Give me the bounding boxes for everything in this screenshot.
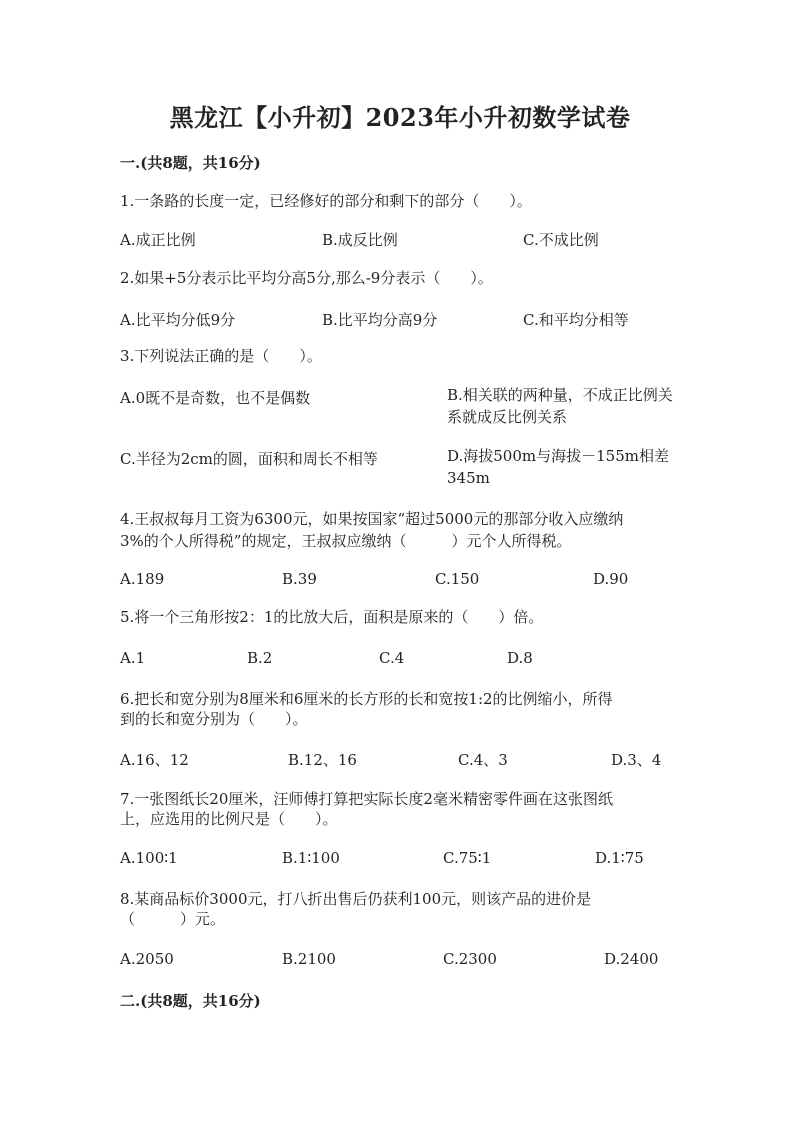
q3-option-d: D.海拔500m与海拔－155m相差345m [447, 447, 669, 487]
q3-option-c: C.半径为2cm的圆，面积和周长不相等 [120, 450, 378, 468]
q8-option-a: A.2050 [120, 950, 174, 968]
q2-option-a: A.比平均分低9分 [120, 311, 236, 329]
q5-option-d: D.8 [507, 649, 533, 667]
question-8-line-2: （ ）元。 [120, 910, 226, 928]
q6-option-c: C.4、3 [458, 751, 508, 769]
q1-option-a: A.成正比例 [120, 231, 196, 249]
q4-option-b: B.39 [282, 570, 317, 588]
q4-option-d: D.90 [593, 570, 629, 588]
q5-option-b: B.2 [247, 649, 273, 667]
q2-option-c: C.和平均分相等 [523, 311, 629, 329]
question-7-line-1: 7.一张图纸长20厘米，汪师傅打算把实际长度2毫米精密零件画在这张图纸 [120, 790, 613, 808]
q6-option-b: B.12、16 [288, 751, 357, 769]
q1-option-b: B.成反比例 [322, 231, 398, 249]
question-4-line-1: 4.王叔叔每月工资为6300元，如果按国家“超过5000元的那部分收入应缴纳 [120, 510, 624, 528]
q2-option-b: B.比平均分高9分 [322, 311, 438, 329]
question-6-line-2: 到的长和宽分别为（ ）。 [120, 710, 308, 728]
question-1: 1.一条路的长度一定，已经修好的部分和剩下的部分（ ）。 [120, 192, 532, 210]
question-3: 3.下列说法正确的是（ ）。 [120, 347, 322, 365]
question-2: 2.如果+5分表示比平均分高5分,那么-9分表示（ ）。 [120, 269, 493, 287]
q7-option-c: C.75∶1 [443, 849, 492, 867]
question-8-line-1: 8.某商品标价3000元，打八折出售后仍获利100元，则该产品的进价是 [120, 890, 592, 908]
q8-option-d: D.2400 [604, 950, 659, 968]
q7-option-b: B.1∶100 [282, 849, 340, 867]
q6-option-a: A.16、12 [120, 751, 189, 769]
q8-option-b: B.2100 [282, 950, 336, 968]
question-7-line-2: 上，应选用的比例尺是（ ）。 [120, 810, 338, 828]
question-6-line-1: 6.把长和宽分别为8厘米和6厘米的长方形的长和宽按1:2的比例缩小，所得 [120, 690, 613, 708]
question-4-line-2: 3%的个人所得税”的规定，王叔叔应缴纳（ ）元个人所得税。 [120, 532, 572, 550]
q5-option-a: A.1 [120, 649, 146, 667]
q4-option-c: C.150 [435, 570, 480, 588]
q7-option-d: D.1∶75 [595, 849, 644, 867]
page-title: 黑龙江【小升初】2023年小升初数学试卷 [169, 103, 631, 132]
q6-option-d: D.3、4 [611, 751, 662, 769]
section-heading-2: 二.(共8题，共16分) [120, 992, 261, 1010]
q5-option-c: C.4 [379, 649, 405, 667]
q1-option-c: C.不成比例 [523, 231, 599, 249]
q7-option-a: A.100∶1 [120, 849, 178, 867]
question-5: 5.将一个三角形按2：1的比放大后，面积是原来的（ ）倍。 [120, 608, 544, 626]
q4-option-a: A.189 [120, 570, 165, 588]
q8-option-c: C.2300 [443, 950, 497, 968]
q3-option-a: A.0既不是奇数，也不是偶数 [120, 389, 311, 407]
section-heading-1: 一.(共8题，共16分) [120, 154, 261, 172]
q3-option-b: B.相关联的两种量，不成正比例关系就成反比例关系 [447, 386, 673, 426]
